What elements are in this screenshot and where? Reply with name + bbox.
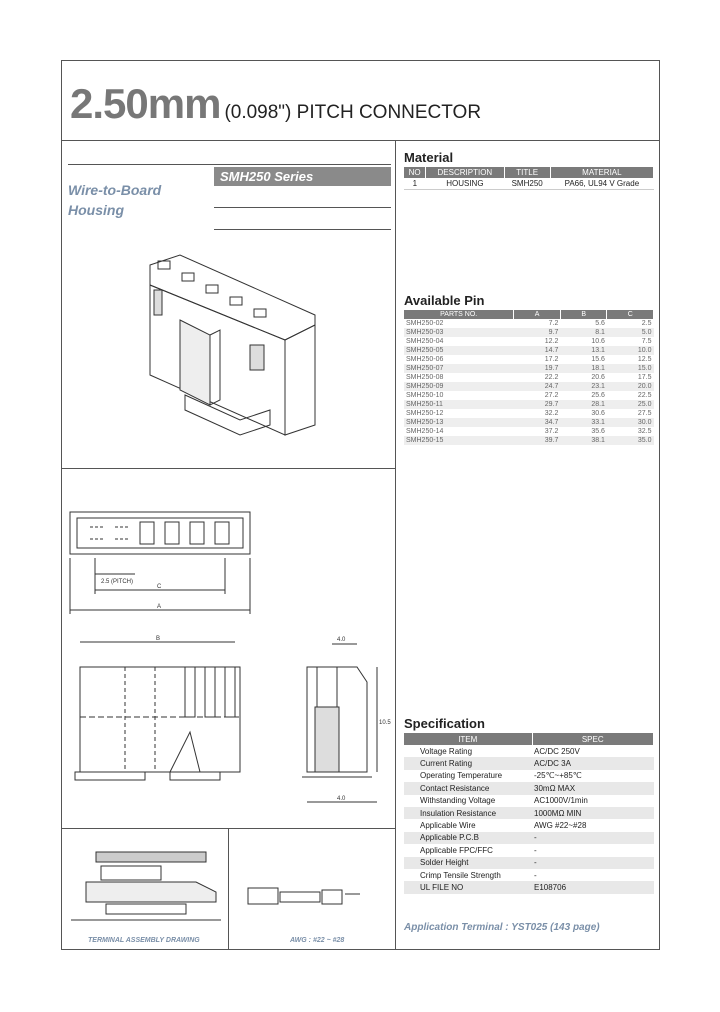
table-row [404, 391, 654, 400]
table-row [404, 436, 654, 445]
cell: 19.7 [514, 364, 561, 373]
divider-top [61, 140, 660, 141]
cell: AWG #22~#28 [534, 821, 587, 831]
cell: SMH250-06 [406, 356, 444, 363]
table-row [404, 319, 654, 328]
terminal-drawing [240, 880, 370, 920]
cell: 20.6 [591, 374, 605, 381]
label-pitch: 2.5 (PITCH) [101, 579, 134, 585]
material-table [404, 167, 654, 190]
title-size: 2.50mm [70, 80, 221, 127]
cell: SMH250-07 [404, 364, 514, 373]
cell: - [532, 857, 654, 869]
cell: Crimp Tensile Strength [420, 870, 501, 880]
cell: 7.5 [641, 338, 652, 345]
subtitle-line1: Wire-to-Board [68, 182, 162, 198]
cell: 24.7 [514, 382, 561, 391]
label-c: C [157, 584, 162, 590]
cell: Contact Resistance [404, 782, 532, 794]
spec-col-spec: SPEC [532, 733, 654, 745]
cell: 25.0 [607, 400, 654, 409]
cell: 34.7 [514, 418, 561, 427]
cell: -25℃~+85℃ [534, 771, 582, 781]
cell: 12.2 [544, 338, 559, 345]
housing-illustration [140, 245, 340, 445]
caption-terminal: TERMINAL ASSEMBLY DRAWING [88, 937, 200, 944]
divider-mid [61, 468, 395, 469]
cell: AC1000V/1min [534, 796, 588, 806]
specification-heading: Specification [404, 716, 485, 731]
table-row [404, 328, 654, 337]
cell: Current Rating [404, 757, 532, 769]
cell: SMH250-04 [406, 338, 444, 345]
cell: Applicable P.C.B [404, 832, 532, 844]
cell: Operating Temperature [420, 771, 503, 781]
label-h: 10.5 [379, 720, 391, 726]
cell: 39.7 [514, 436, 561, 445]
table-row [404, 770, 654, 782]
pin-col-c: C [607, 310, 654, 319]
pin-slot [206, 285, 218, 293]
cell: AC/DC 3A [532, 757, 654, 769]
divider-low-vertical [228, 828, 229, 950]
table-row [404, 795, 654, 807]
cell: - [532, 832, 654, 844]
table-row [404, 757, 654, 769]
table-row [404, 807, 654, 819]
material-col-title: TITLE [504, 167, 550, 178]
table-row [404, 382, 654, 391]
cell: SMH250-11 [404, 400, 514, 409]
pin-col-b: B [560, 310, 607, 319]
table-row [404, 364, 654, 373]
divider-series-2 [214, 229, 391, 230]
material-col-description: DESCRIPTION [426, 167, 504, 178]
cell: 17.5 [637, 374, 652, 381]
cell: SMH250-10 [406, 392, 444, 399]
top-view-drawing [65, 482, 255, 622]
table-row [404, 400, 654, 409]
cell: Applicable Wire [420, 821, 476, 831]
cell: 25.6 [591, 392, 605, 399]
cell: SMH250-02 [406, 320, 444, 327]
table-row [404, 346, 654, 355]
divider-series [214, 207, 391, 208]
pin-slot [230, 297, 242, 305]
front-view-drawing [70, 632, 240, 797]
cell: 5.0 [607, 328, 654, 337]
table-row [404, 782, 654, 794]
table-row [404, 832, 654, 844]
label-d: 4.0 [337, 796, 346, 802]
cell: 27.5 [637, 410, 652, 417]
cell: 22.5 [637, 392, 652, 399]
cell: SMH250-12 [406, 410, 444, 417]
cell: 32.5 [637, 428, 652, 435]
table-row [404, 819, 654, 831]
table-row [404, 178, 654, 190]
cell: SMH250-15 [404, 436, 514, 445]
cell: SMH250-05 [404, 346, 514, 355]
table-row [404, 337, 654, 346]
cell: 29.7 [514, 400, 561, 409]
terminal-assembly-drawing [66, 842, 226, 927]
table-row [404, 745, 654, 757]
cell: 22.2 [544, 374, 559, 381]
cell: 5.6 [595, 320, 605, 327]
cell: 15.6 [591, 356, 605, 363]
cell: 28.1 [560, 400, 607, 409]
table-row [404, 869, 654, 881]
cell: 30.0 [607, 418, 654, 427]
table-row [404, 844, 654, 856]
pin-col-parts: PARTS NO. [404, 310, 514, 319]
cell: 30mΩ MAX [532, 782, 654, 794]
series-label: SMH250 Series [214, 167, 391, 186]
available-pin-heading: Available Pin [404, 293, 485, 308]
cell: 30.6 [591, 410, 605, 417]
side-view-drawing [297, 632, 391, 802]
cell: - [534, 870, 537, 880]
spec-col-item: ITEM [404, 733, 532, 745]
table-row [404, 881, 654, 893]
cell: 10.0 [607, 346, 654, 355]
cell: 20.0 [607, 382, 654, 391]
table-row [404, 857, 654, 869]
cell: E108706 [532, 881, 654, 893]
material-col-no: NO [404, 167, 426, 178]
pin-slot [182, 273, 194, 281]
cell: 1 [404, 178, 426, 190]
cell: 15.0 [607, 364, 654, 373]
material-col-material: MATERIAL [550, 167, 653, 178]
subtitle-line2: Housing [68, 202, 124, 218]
cell: Insulation Resistance [404, 807, 532, 819]
cell: Withstanding Voltage [420, 796, 496, 806]
cell: 7.2 [548, 320, 559, 327]
label-w: 4.0 [337, 637, 346, 643]
caption-awg: AWG : #22 ~ #28 [290, 937, 345, 944]
cell: 38.1 [560, 436, 607, 445]
cell: 18.1 [560, 364, 607, 373]
cell: SMH250 [504, 178, 550, 190]
cell: PA66, UL94 V Grade [550, 178, 653, 190]
cell: 17.2 [544, 356, 559, 363]
cell: 12.5 [637, 356, 652, 363]
table-row [404, 373, 654, 382]
cell: SMH250-08 [406, 374, 444, 381]
cell: 8.1 [560, 328, 607, 337]
cell: SMH250-09 [404, 382, 514, 391]
cell: 10.6 [591, 338, 605, 345]
cell: SMH250-14 [406, 428, 444, 435]
cell: 33.1 [560, 418, 607, 427]
page-title [70, 80, 481, 128]
table-row [404, 418, 654, 427]
cell: - [534, 845, 537, 855]
cell: 32.2 [544, 410, 559, 417]
table-row [404, 355, 654, 364]
available-pin-table [404, 310, 654, 445]
cell: 27.2 [544, 392, 559, 399]
specification-table [404, 733, 654, 894]
divider-left [68, 164, 391, 165]
cell: HOUSING [426, 178, 504, 190]
cell: SMH250-03 [404, 328, 514, 337]
cell: 35.6 [591, 428, 605, 435]
material-heading: Material [404, 150, 454, 165]
cell: 1000MΩ MIN [532, 807, 654, 819]
cell: UL FILE NO [404, 881, 532, 893]
cell: Solder Height [404, 857, 532, 869]
label-a: A [157, 604, 162, 610]
cell: 23.1 [560, 382, 607, 391]
cell: 9.7 [514, 328, 561, 337]
cell: 14.7 [514, 346, 561, 355]
cell: AC/DC 250V [534, 746, 580, 756]
cell: Applicable FPC/FFC [420, 845, 493, 855]
cell: Voltage Rating [420, 746, 473, 756]
cell: 13.1 [560, 346, 607, 355]
subtitle [68, 180, 161, 220]
cell: 37.2 [544, 428, 559, 435]
cell: 2.5 [641, 320, 652, 327]
pin-col-a: A [514, 310, 561, 319]
cell: SMH250-13 [404, 418, 514, 427]
cell: 35.0 [607, 436, 654, 445]
pin-slot [254, 309, 266, 317]
label-b: B [156, 636, 161, 642]
application-terminal: Application Terminal : YST025 (143 page) [404, 922, 600, 933]
table-row [404, 409, 654, 418]
divider-vertical [395, 140, 396, 950]
table-row [404, 427, 654, 436]
title-rest: (0.098") PITCH CONNECTOR [224, 102, 482, 123]
